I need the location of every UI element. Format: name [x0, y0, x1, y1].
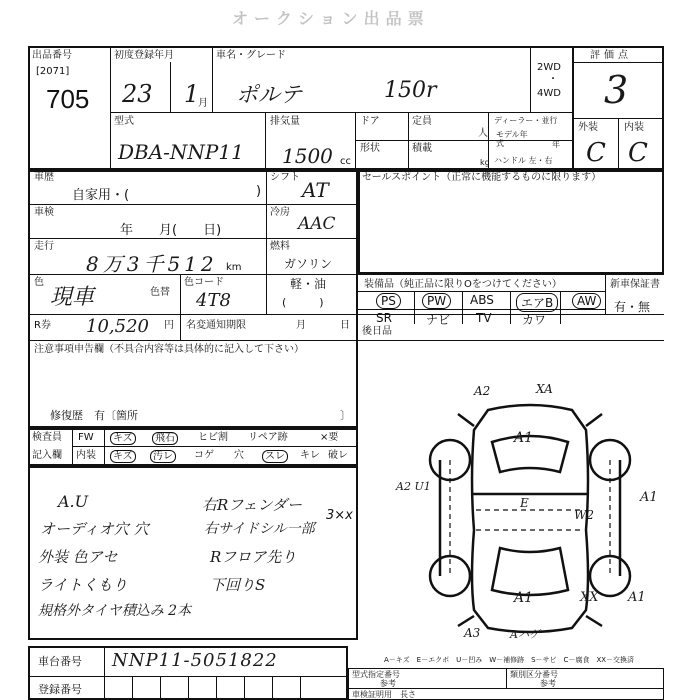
usage-label: 車歴 — [34, 172, 54, 183]
month-unit: 月 — [198, 98, 208, 109]
category-ref: 参考 — [540, 679, 556, 688]
inspector-label: 検査員 — [32, 432, 62, 443]
chassis-label: 車台番号 — [38, 655, 82, 668]
fw-repair: リペア跡 — [248, 432, 288, 443]
int-burn: コゲ — [194, 450, 214, 461]
door-label: ドア — [360, 116, 380, 127]
exterior-score: C — [586, 138, 606, 168]
diagram-mark-7: A1 — [640, 490, 658, 505]
delivery-label: 後日品 — [362, 326, 392, 337]
sales-block — [358, 170, 664, 274]
drive-dot: ・ — [548, 74, 558, 85]
fw-chip: 飛石 — [152, 432, 178, 445]
fw-label: FW — [78, 432, 94, 443]
diagram-mark-11: A3 — [464, 626, 481, 640]
type-value: DBA-NNP11 — [118, 140, 244, 164]
equip-abs: ABS — [470, 293, 494, 307]
usage-value: 自家用・( — [72, 188, 130, 203]
interior-label: 内装 — [624, 122, 644, 133]
diagram-mark-8: A1 — [514, 590, 534, 606]
name-change-day: 日 — [340, 320, 350, 331]
usage-close: ) — [256, 184, 262, 199]
displacement-label: 排気量 — [270, 116, 300, 127]
model-grade: 150r — [384, 78, 437, 103]
equip-navi: ナビ — [426, 313, 451, 327]
diagram-mark-1: A2 — [474, 384, 491, 398]
remark-right-3: Rフロア先り — [210, 548, 297, 566]
diagram-mark-10: A1 — [628, 590, 646, 605]
ac-value: AAC — [298, 214, 336, 234]
remark-left-5: 規格外タイヤ積込み 2本 — [38, 603, 192, 619]
model-label: 車名・グレード — [216, 50, 286, 61]
color-value: 現車 — [50, 285, 95, 310]
score-value: 3 — [604, 68, 629, 112]
handle-label: ハンドル 左・右 — [494, 156, 553, 165]
int-cut: キレ — [300, 450, 320, 461]
inspection-date: 年 月( 日) — [120, 223, 222, 238]
name-change-month: 月 — [296, 320, 306, 331]
color-change-label: 色替 — [150, 287, 170, 298]
diagram-mark-3: A1 — [514, 430, 534, 446]
inspection-label: 車検 — [34, 207, 54, 218]
spec-label: 型式指定番号 — [352, 670, 400, 679]
equip-leather: カワ — [522, 313, 547, 327]
int-rub: スレ — [262, 450, 288, 463]
fuel-paren: ( ) — [282, 296, 324, 309]
registration-month: 1 — [184, 80, 200, 108]
color-code-label: 色コード — [184, 277, 224, 288]
remark-left-3: 外装 色アセ — [38, 548, 118, 566]
interior-row-label: 内装 — [76, 450, 96, 461]
registration-year: 23 — [122, 80, 153, 108]
lot-subnumber: [2071] — [36, 66, 70, 77]
equip-pw: PW — [422, 293, 451, 309]
chassis-value: NNP11-5051822 — [112, 650, 278, 671]
repair-close: 〕 — [340, 409, 351, 422]
model-name: ポルテ — [236, 83, 303, 108]
shape-label: 形状 — [360, 143, 380, 154]
mileage-label: 走行 — [34, 241, 54, 252]
remark-left-1: A.U — [58, 492, 89, 511]
mileage-value: 8万3千512 — [86, 252, 218, 276]
interior-score: C — [628, 138, 648, 168]
int-tear: 破レ — [328, 450, 348, 461]
int-scratch: キズ — [110, 450, 136, 463]
remark-right-1: 右Rフェンダー — [202, 496, 302, 514]
fw-replace: ×要 — [320, 432, 339, 443]
spec-ref: 参考 — [380, 679, 396, 688]
int-hole: 穴 — [234, 450, 244, 461]
type-label: 型式 — [114, 116, 134, 127]
equipment-label: 装備品（純正品に限りOをつけてください） — [364, 279, 562, 290]
diagram-legend: A－キズ E－エクボ U－凹み W－補修跡 S－サビ C－腐食 XX－交換済 — [384, 656, 635, 664]
ac-label: 冷房 — [270, 207, 290, 218]
diagram-mark-6: W2 — [574, 508, 594, 522]
int-stain: 汚レ — [150, 450, 176, 463]
equip-airbag: エアB — [516, 293, 558, 312]
kg-unit: kg — [480, 158, 490, 167]
color-label: 色 — [34, 277, 44, 288]
remark-left-2: オーディオ穴 穴 — [40, 520, 149, 538]
fw-scratch: キズ — [110, 432, 136, 445]
fuel-gas: ガソリン — [284, 257, 333, 271]
guarantee-label: 新車保証書 — [610, 279, 660, 290]
length-label: 長さ — [400, 690, 416, 699]
recycle-label: R券 — [34, 320, 51, 331]
category-label: 類別区分番号 — [510, 670, 558, 679]
color-code-value: 4T8 — [196, 290, 231, 311]
recycle-value: 10,520 — [86, 316, 149, 337]
equip-ps: PS — [376, 293, 401, 309]
lot-label: 出品番号 — [32, 50, 72, 61]
entry-label: 記入欄 — [32, 450, 62, 461]
dealer-label: ディーラー・並行 — [494, 116, 558, 125]
exterior-label: 外装 — [578, 122, 598, 133]
remark-right-2: 右サイドシル一部 — [204, 521, 315, 537]
km-unit: km — [226, 262, 242, 273]
person-unit: 人 — [478, 128, 488, 139]
shift-value: AT — [302, 178, 329, 202]
remark-left-4: ライトくもり — [38, 576, 128, 594]
equip-sr: SR — [376, 311, 392, 325]
fuel-light: 軽・油 — [290, 277, 327, 291]
guarantee-value: 有・無 — [614, 300, 651, 314]
fw-crack: ヒビ割 — [198, 432, 228, 443]
cc-unit: cc — [340, 156, 351, 167]
diagram-mark-2: XA — [536, 382, 553, 396]
remark-squiggle: 3×x — [326, 508, 353, 523]
score-label: 評価点 — [590, 50, 632, 61]
registration-label: 初度登録年月 — [114, 50, 174, 61]
year-unit: 年 — [552, 140, 560, 149]
diagram-mark-4: A2 U1 — [396, 480, 431, 493]
recycle-unit: 円 — [164, 320, 174, 331]
load-label: 積載 — [412, 143, 432, 154]
diagram-mark-12: Aハゲ — [510, 628, 540, 641]
drive-4wd: 4WD — [537, 88, 561, 99]
diagram-mark-5: E — [520, 496, 529, 510]
cert-label: 車検証明用 — [352, 690, 392, 699]
repair-history: 修復歴 有〔箇所 — [50, 409, 138, 422]
model-year-label: モデル年式 — [496, 130, 528, 148]
remark-right-4: 下回りS — [210, 576, 266, 594]
drive-2wd: 2WD — [537, 62, 561, 73]
name-change-label: 名変通知期限 — [186, 320, 246, 331]
lot-number: 705 — [46, 84, 90, 114]
sales-label: セールスポイント（正常に機能するものに限ります） — [362, 172, 602, 183]
displacement-value: 1500 — [282, 144, 333, 168]
equip-tv: TV — [476, 311, 492, 325]
fuel-label: 燃料 — [270, 241, 290, 252]
shift-label: シフト — [270, 172, 300, 183]
notes-label: 注意事項申告欄（不具合内容等は具体的に記入して下さい） — [34, 344, 304, 355]
reg-number-label: 登録番号 — [38, 683, 82, 696]
page-title: オークション出品票 — [232, 9, 430, 28]
diagram-mark-9: XX — [580, 590, 599, 605]
equip-aw: AW — [572, 293, 601, 309]
capacity-label: 定員 — [412, 116, 432, 127]
